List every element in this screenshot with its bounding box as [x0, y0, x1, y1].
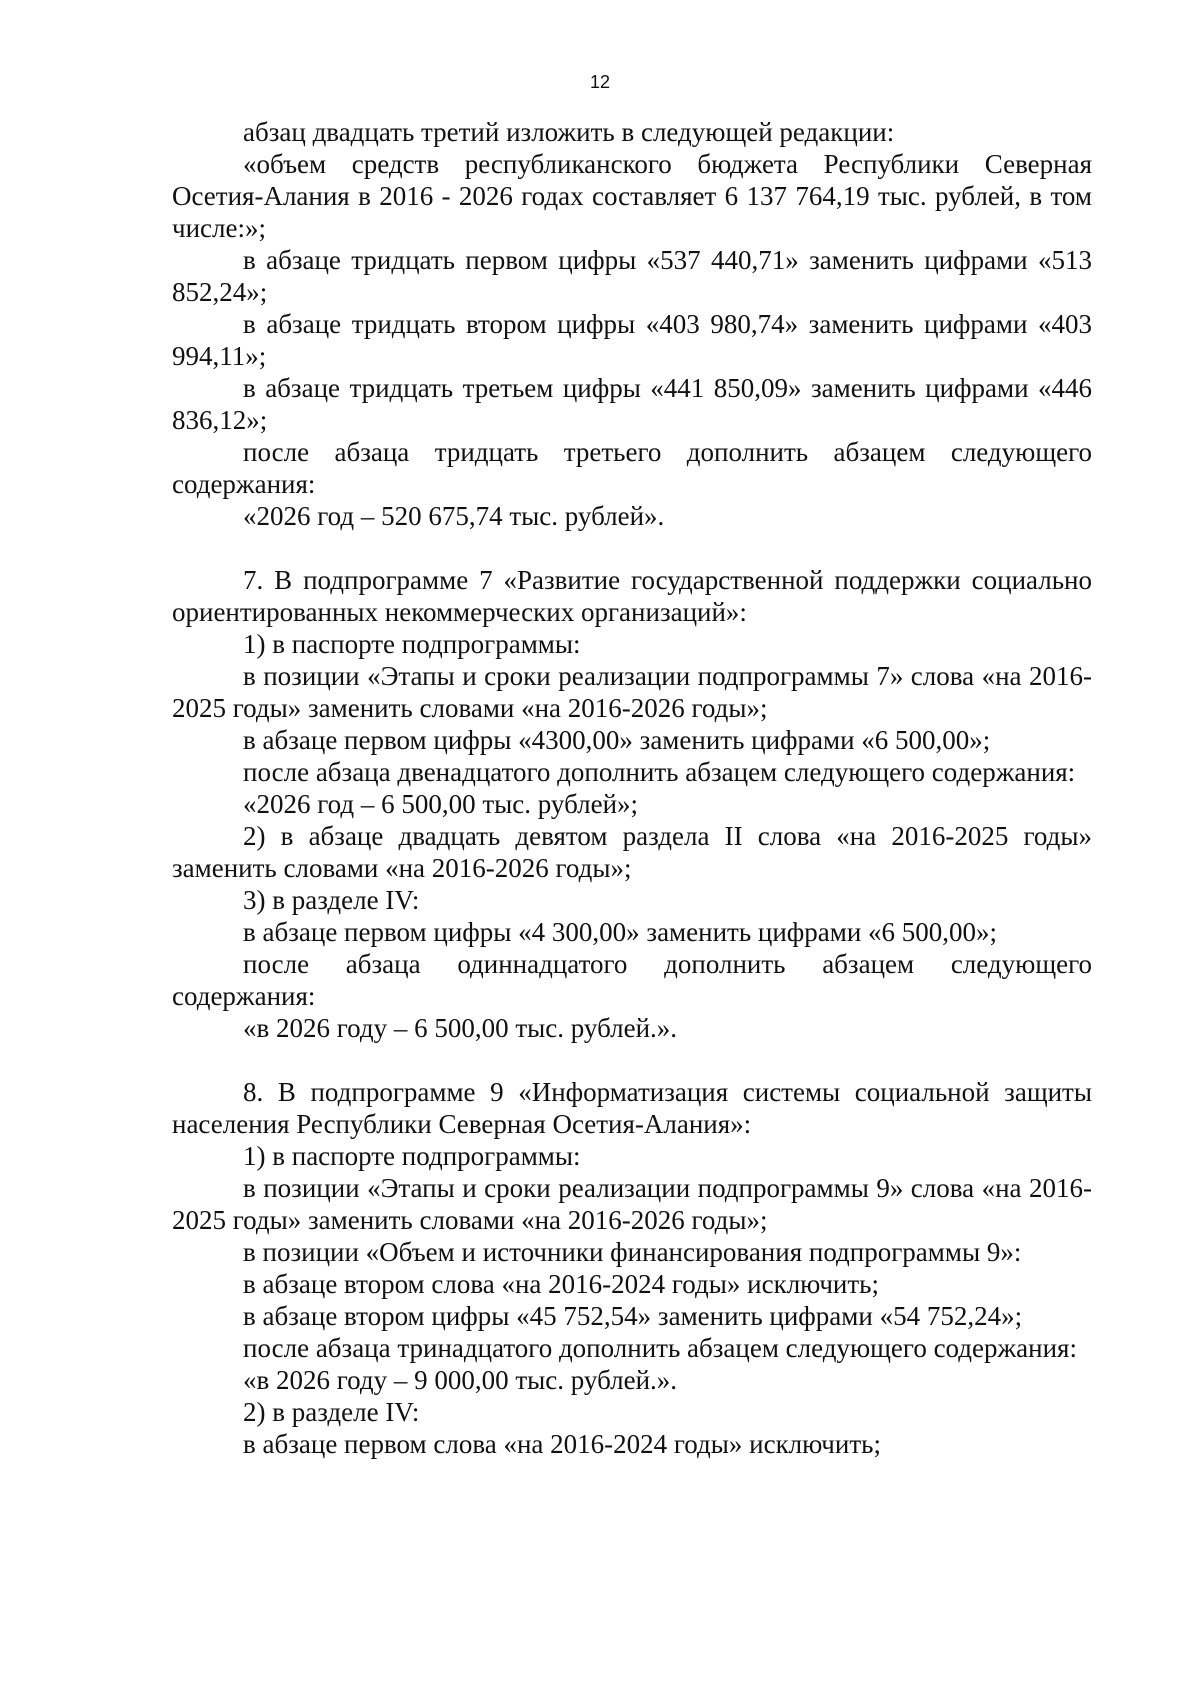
paragraph: в абзаце втором цифры «45 752,54» заменить цифрами «54 752,24»;: [243, 1301, 1023, 1331]
paragraph: после абзаца двенадцатого дополнить абзацем следующего содержания:: [243, 757, 1076, 787]
document-body: [172, 116, 1092, 1460]
paragraph: 3) в разделе IV:: [243, 885, 420, 915]
paragraph: в позиции «Этапы и сроки реализации подпрограммы 7» слова «на 2016-2025 годы» заменить словами «на 2016-2026 годы»;: [172, 661, 1092, 723]
paragraph: 2) в разделе IV:: [243, 1397, 420, 1427]
paragraph: «2026 год – 520 675,74 тыс. рублей».: [243, 501, 665, 531]
paragraph: в абзаце первом цифры «4300,00» заменить цифрами «6 500,00»;: [243, 725, 991, 755]
section-heading-7: 7. В подпрограмме 7 «Развитие государственной поддержки социально ориентированных некоммерческих организаций»:: [172, 565, 1092, 627]
paragraph: 1) в паспорте подпрограммы:: [243, 629, 581, 659]
paragraph: «в 2026 году – 6 500,00 тыс. рублей.».: [243, 1013, 678, 1043]
paragraph: после абзаца тринадцатого дополнить абзацем следующего содержания:: [243, 1333, 1077, 1363]
paragraph: в абзаце втором слова «на 2016-2024 годы» исключить;: [243, 1269, 879, 1299]
paragraph: в абзаце первом цифры «4 300,00» заменить цифрами «6 500,00»;: [243, 917, 998, 947]
paragraph: «в 2026 году – 9 000,00 тыс. рублей.».: [243, 1365, 678, 1395]
paragraph: в абзаце тридцать первом цифры «537 440,71» заменить цифрами «513 852,24»;: [172, 245, 1092, 307]
page-number: 12: [589, 72, 611, 92]
paragraph: после абзаца тридцать третьего дополнить абзацем следующего содержания:: [172, 437, 1092, 499]
paragraph: в абзаце тридцать третьем цифры «441 850,09» заменить цифрами «446 836,12»;: [172, 373, 1092, 435]
paragraph: 2) в абзаце двадцать девятом раздела II слова «на 2016-2025 годы» заменить словами «на 2016-2026 годы»;: [172, 821, 1092, 883]
paragraph: в абзаце тридцать втором цифры «403 980,74» заменить цифрами «403 994,11»;: [172, 309, 1092, 371]
paragraph: абзац двадцать третий изложить в следующей редакции:: [243, 117, 895, 147]
paragraph: в абзаце первом слова «на 2016-2024 годы» исключить;: [243, 1429, 881, 1459]
section-heading-8: 8. В подпрограмме 9 «Информатизация системы социальной защиты населения Республики Северная Осетия-Алания»:: [172, 1077, 1092, 1139]
paragraph: после абзаца одиннадцатого дополнить абзацем следующего содержания:: [172, 949, 1092, 1011]
paragraph: 1) в паспорте подпрограммы:: [243, 1141, 581, 1171]
paragraph: в позиции «Этапы и сроки реализации подпрограммы 9» слова «на 2016-2025 годы» заменить словами «на 2016-2026 годы»;: [172, 1173, 1092, 1235]
paragraph: в позиции «Объем и источники финансирования подпрограммы 9»:: [243, 1237, 1022, 1267]
paragraph: «2026 год – 6 500,00 тыс. рублей»;: [243, 789, 639, 819]
paragraph: «объем средств республиканского бюджета Республики Северная Осетия-Алания в 2016 - 2026 годах составляет 6 137 764,19 тыс. рублей, в том числе:»;: [172, 149, 1092, 243]
